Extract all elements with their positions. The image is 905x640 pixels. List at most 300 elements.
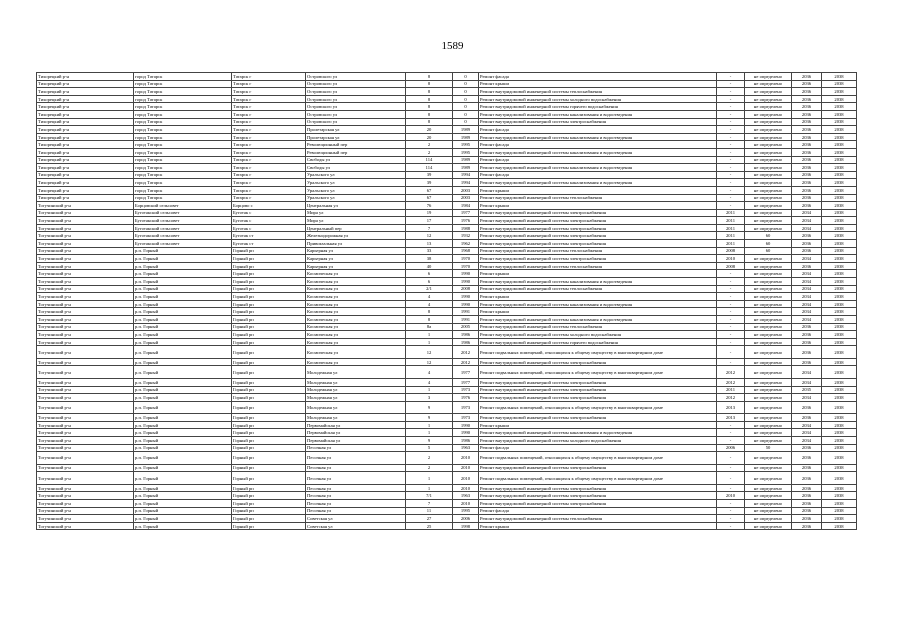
cell-settlement: р.п. Горный [134, 346, 232, 359]
cell-settlement: город Татарск [134, 110, 232, 118]
cell-street: Космическая ул [306, 285, 406, 293]
cell-house: 39 [406, 171, 453, 179]
cell-settlement: р.п. Горный [134, 285, 232, 293]
cell-plan-end-year: 2038 [822, 515, 857, 523]
cell-work-type: Ремонт внутридомовой инженерной системы электроснабжения [479, 232, 717, 240]
cell-wear-percent: не определено [745, 300, 792, 308]
cell-house: 8 [406, 316, 453, 324]
table-row [37, 209, 857, 217]
table-row [37, 285, 857, 293]
cell-work-type: Ремонт внутридомовой инженерной системы электроснабжения [479, 414, 717, 422]
cell-work-type: Ремонт крыши [479, 186, 717, 194]
cell-year-built: 1970 [453, 262, 479, 270]
cell-year-built: 2003 [453, 194, 479, 202]
cell-street: Островского ул [306, 95, 406, 103]
cell-plan-start-year: 2036 [792, 414, 822, 422]
cell-house: 67 [406, 194, 453, 202]
cell-plan-start-year: 2036 [792, 492, 822, 500]
cell-district: Тихорецкий р-н [37, 148, 134, 156]
cell-locality: Татарск г [232, 133, 306, 141]
table-row [37, 194, 857, 202]
cell-plan-start-year: 2036 [792, 110, 822, 118]
cell-house: 33 [406, 247, 453, 255]
cell-last-repair-year: - [717, 202, 745, 210]
cell-plan-end-year: 2038 [822, 472, 857, 485]
cell-district: Тихорецкий р-н [37, 133, 134, 141]
cell-district: Тогучинский р-н [37, 522, 134, 530]
table-row [37, 232, 857, 240]
cell-district: Тогучинский р-н [37, 484, 134, 492]
cell-street: Молодежная ул [306, 378, 406, 386]
table-row [37, 500, 857, 508]
cell-wear-percent: не определено [745, 255, 792, 263]
cell-settlement: Буготакский сельсовет [134, 224, 232, 232]
table-row [37, 133, 857, 141]
table-row [37, 331, 857, 339]
table-row [37, 386, 857, 394]
cell-last-repair-year: - [717, 285, 745, 293]
table-row [37, 186, 857, 194]
cell-district: Тихорецкий р-н [37, 179, 134, 187]
cell-district: Тихорецкий р-н [37, 95, 134, 103]
cell-plan-start-year: 2036 [792, 88, 822, 96]
cell-wear-percent: не определено [745, 366, 792, 379]
cell-settlement: р.п. Горный [134, 358, 232, 366]
cell-district: Тогучинский р-н [37, 452, 134, 465]
cell-last-repair-year: 2012 [717, 378, 745, 386]
cell-plan-end-year: 2038 [822, 224, 857, 232]
cell-house: 11 [406, 507, 453, 515]
cell-work-type: Ремонт крыши [479, 202, 717, 210]
cell-settlement: р.п. Горный [134, 262, 232, 270]
cell-house: 27 [406, 515, 453, 523]
cell-locality: Татарск г [232, 164, 306, 172]
cell-last-repair-year: - [717, 179, 745, 187]
cell-house: 8а [406, 323, 453, 331]
cell-year-built: 1990 [453, 300, 479, 308]
cell-district: Тогучинский р-н [37, 323, 134, 331]
cell-district: Тогучинский р-н [37, 270, 134, 278]
cell-plan-end-year: 2038 [822, 492, 857, 500]
cell-street: Космическая ул [306, 270, 406, 278]
cell-work-type: Ремонт внутридомовой инженерной системы теплоснабжения [479, 262, 717, 270]
cell-plan-start-year: 2036 [792, 247, 822, 255]
cell-year-built: 1977 [453, 378, 479, 386]
cell-street: Мира ул [306, 209, 406, 217]
cell-district: Тихорецкий р-н [37, 80, 134, 88]
cell-house: 67 [406, 186, 453, 194]
cell-settlement: город Татарск [134, 73, 232, 81]
cell-district: Тогучинский р-н [37, 515, 134, 523]
cell-year-built: 0 [453, 103, 479, 111]
cell-settlement: р.п. Горный [134, 378, 232, 386]
table-row [37, 278, 857, 286]
cell-street: Космическая ул [306, 346, 406, 359]
cell-work-type: Ремонт крыши [479, 270, 717, 278]
cell-work-type: Ремонт внутридомовой инженерной системы холодного водоснабжения [479, 437, 717, 445]
table-row [37, 300, 857, 308]
cell-year-built: 1990 [453, 293, 479, 301]
cell-work-type: Ремонт внутридомовой инженерной системы электроснабжения [479, 358, 717, 366]
cell-street: Песочная ул [306, 444, 406, 452]
cell-locality: Татарск г [232, 179, 306, 187]
cell-settlement: р.п. Горный [134, 247, 232, 255]
cell-plan-start-year: 2036 [792, 358, 822, 366]
cell-settlement: р.п. Горный [134, 323, 232, 331]
cell-work-type: Ремонт внутридомовой инженерной системы канализования и водоотведения [479, 164, 717, 172]
cell-district: Тогучинский р-н [37, 366, 134, 379]
cell-street: Песочная ул [306, 484, 406, 492]
cell-district: Тогучинский р-н [37, 378, 134, 386]
cell-locality: Татарск г [232, 118, 306, 126]
table-row [37, 171, 857, 179]
cell-district: Тихорецкий р-н [37, 73, 134, 81]
cell-work-type: Ремонт фасада [479, 171, 717, 179]
cell-house: 114 [406, 156, 453, 164]
cell-wear-percent: не определено [745, 515, 792, 523]
cell-locality: Горный рп [232, 507, 306, 515]
cell-last-repair-year: 2013 [717, 401, 745, 414]
cell-plan-end-year: 2038 [822, 118, 857, 126]
cell-house: 5 [406, 444, 453, 452]
cell-work-type: Ремонт внутридомовой инженерной системы электроснабжения [479, 224, 717, 232]
cell-work-type: Ремонт крыши [479, 421, 717, 429]
cell-plan-start-year: 2036 [792, 186, 822, 194]
cell-street: Первомайская ул [306, 421, 406, 429]
cell-locality: Татарск г [232, 73, 306, 81]
cell-settlement: Борцовский сельсовет [134, 202, 232, 210]
cell-street: Уральского ул [306, 194, 406, 202]
cell-year-built: 1932 [453, 232, 479, 240]
cell-last-repair-year: - [717, 95, 745, 103]
cell-last-repair-year: - [717, 186, 745, 194]
cell-plan-start-year: 2036 [792, 171, 822, 179]
cell-street: Советская ул [306, 522, 406, 530]
cell-plan-end-year: 2038 [822, 262, 857, 270]
table-row [37, 338, 857, 346]
cell-locality: Борцово с [232, 202, 306, 210]
cell-wear-percent: не определено [745, 73, 792, 81]
cell-last-repair-year: 2006 [717, 444, 745, 452]
cell-locality: Буготак с [232, 224, 306, 232]
table-row [37, 323, 857, 331]
cell-street: Космическая ул [306, 358, 406, 366]
cell-work-type: Ремонт подвальных помещений, относящихся к общему имуществу в многоквартирном доме [479, 346, 717, 359]
cell-house: 9 [406, 437, 453, 445]
cell-work-type: Ремонт внутридомовой инженерной системы канализования и водоотведения [479, 429, 717, 437]
table-row [37, 464, 857, 472]
cell-house: 1 [406, 331, 453, 339]
cell-house: 2 [406, 464, 453, 472]
cell-year-built: 0 [453, 73, 479, 81]
cell-last-repair-year: - [717, 472, 745, 485]
cell-year-built: 1995 [453, 507, 479, 515]
cell-work-type: Ремонт фасада [479, 444, 717, 452]
cell-work-type: Ремонт внутридомовой инженерной системы электроснабжения [479, 484, 717, 492]
cell-wear-percent: не определено [745, 421, 792, 429]
cell-plan-start-year: 2034 [792, 285, 822, 293]
cell-district: Тогучинский р-н [37, 316, 134, 324]
cell-house: 7/1 [406, 492, 453, 500]
cell-year-built: 1986 [453, 437, 479, 445]
cell-wear-percent: не определено [745, 414, 792, 422]
cell-wear-percent: не определено [745, 262, 792, 270]
cell-wear-percent: не определено [745, 472, 792, 485]
cell-plan-start-year: 2036 [792, 464, 822, 472]
cell-plan-end-year: 2038 [822, 444, 857, 452]
table-row [37, 444, 857, 452]
cell-plan-start-year: 2036 [792, 232, 822, 240]
cell-plan-end-year: 2038 [822, 484, 857, 492]
cell-plan-end-year: 2038 [822, 323, 857, 331]
cell-year-built: 1991 [453, 308, 479, 316]
cell-district: Тогучинский р-н [37, 401, 134, 414]
cell-street: Островского ул [306, 110, 406, 118]
cell-year-built: 2010 [453, 484, 479, 492]
cell-last-repair-year: - [717, 429, 745, 437]
cell-locality: Горный рп [232, 338, 306, 346]
table-row [37, 80, 857, 88]
cell-plan-start-year: 2036 [792, 194, 822, 202]
cell-locality: Горный рп [232, 293, 306, 301]
cell-locality: Горный рп [232, 429, 306, 437]
cell-locality: Горный рп [232, 515, 306, 523]
cell-locality: Татарск г [232, 103, 306, 111]
cell-wear-percent: не определено [745, 308, 792, 316]
cell-last-repair-year: - [717, 522, 745, 530]
cell-work-type: Ремонт фасада [479, 507, 717, 515]
cell-last-repair-year: - [717, 346, 745, 359]
cell-plan-end-year: 2038 [822, 437, 857, 445]
cell-year-built: 2003 [453, 186, 479, 194]
cell-house: 2 [406, 452, 453, 465]
cell-plan-start-year: 2034 [792, 209, 822, 217]
cell-locality: Горный рп [232, 484, 306, 492]
cell-district: Тогучинский р-н [37, 358, 134, 366]
table-row [37, 414, 857, 422]
cell-work-type: Ремонт внутридомовой инженерной системы теплоснабжения [479, 285, 717, 293]
table-row [37, 202, 857, 210]
cell-district: Тогучинский р-н [37, 507, 134, 515]
cell-plan-end-year: 2038 [822, 240, 857, 248]
cell-district: Тогучинский р-н [37, 492, 134, 500]
cell-last-repair-year: 2010 [717, 492, 745, 500]
cell-wear-percent: не определено [745, 80, 792, 88]
cell-house: 2/1 [406, 285, 453, 293]
cell-wear-percent: не определено [745, 171, 792, 179]
cell-work-type: Ремонт внутридомовой инженерной системы канализования и водоотведения [479, 316, 717, 324]
cell-locality: Горный рп [232, 358, 306, 366]
cell-plan-end-year: 2038 [822, 414, 857, 422]
cell-plan-start-year: 2034 [792, 217, 822, 225]
cell-street: Свободы ул [306, 156, 406, 164]
cell-locality: Горный рп [232, 522, 306, 530]
cell-last-repair-year: 2008 [717, 247, 745, 255]
cell-last-repair-year: - [717, 452, 745, 465]
cell-locality: Горный рп [232, 308, 306, 316]
cell-plan-start-year: 2035 [792, 386, 822, 394]
table-row [37, 73, 857, 81]
table-row [37, 429, 857, 437]
cell-work-type: Ремонт подвальных помещений, относящихся к общему имуществу в многоквартирном доме [479, 401, 717, 414]
cell-street: Карьерная ул [306, 262, 406, 270]
cell-locality: Горный рп [232, 421, 306, 429]
cell-plan-start-year: 2036 [792, 452, 822, 465]
cell-plan-start-year: 2034 [792, 300, 822, 308]
cell-plan-start-year: 2036 [792, 484, 822, 492]
cell-street: Железнодорожная ул [306, 232, 406, 240]
cell-year-built: 1986 [453, 338, 479, 346]
cell-work-type: Ремонт внутридомовой инженерной системы канализования и водоотведения [479, 148, 717, 156]
cell-house: 8 [406, 308, 453, 316]
cell-year-built: 0 [453, 88, 479, 96]
cell-locality: Горный рп [232, 464, 306, 472]
cell-last-repair-year: - [717, 110, 745, 118]
cell-plan-end-year: 2038 [822, 126, 857, 134]
table-row [37, 401, 857, 414]
cell-work-type: Ремонт внутридомовой инженерной системы электроснабжения [479, 464, 717, 472]
table-row [37, 507, 857, 515]
cell-plan-start-year: 2036 [792, 148, 822, 156]
cell-house: 8 [406, 88, 453, 96]
cell-work-type: Ремонт внутридомовой инженерной системы теплоснабжения [479, 515, 717, 523]
cell-street: Карьерная ул [306, 255, 406, 263]
cell-wear-percent: не определено [745, 401, 792, 414]
cell-house: 1 [406, 421, 453, 429]
cell-work-type: Ремонт внутридомовой инженерной системы теплоснабжения [479, 194, 717, 202]
cell-year-built: 1977 [453, 209, 479, 217]
cell-last-repair-year: - [717, 126, 745, 134]
cell-house: 39 [406, 179, 453, 187]
cell-house: 4 [406, 378, 453, 386]
cell-locality: Татарск г [232, 110, 306, 118]
cell-house: 2 [406, 148, 453, 156]
cell-district: Тихорецкий р-н [37, 156, 134, 164]
cell-plan-start-year: 2034 [792, 316, 822, 324]
table-row [37, 394, 857, 402]
cell-plan-end-year: 2038 [822, 316, 857, 324]
cell-plan-end-year: 2038 [822, 507, 857, 515]
cell-plan-start-year: 2036 [792, 80, 822, 88]
cell-year-built: 1984 [453, 202, 479, 210]
cell-house: 2 [406, 141, 453, 149]
cell-street: Уральского ул [306, 171, 406, 179]
cell-plan-end-year: 2038 [822, 247, 857, 255]
table-row [37, 179, 857, 187]
cell-last-repair-year: - [717, 323, 745, 331]
cell-street: Молодежная ул [306, 401, 406, 414]
table-row [37, 358, 857, 366]
cell-plan-end-year: 2038 [822, 500, 857, 508]
cell-street: Советская ул [306, 515, 406, 523]
cell-street: Привокзальная ул [306, 240, 406, 248]
cell-street: Космическая ул [306, 331, 406, 339]
cell-settlement: город Татарск [134, 88, 232, 96]
cell-plan-end-year: 2038 [822, 452, 857, 465]
cell-last-repair-year: - [717, 316, 745, 324]
table-row [37, 240, 857, 248]
cell-year-built: 1994 [453, 179, 479, 187]
cell-plan-end-year: 2038 [822, 88, 857, 96]
cell-settlement: р.п. Горный [134, 338, 232, 346]
cell-work-type: Ремонт внутридомовой инженерной системы электроснабжения [479, 394, 717, 402]
cell-wear-percent: 60 [745, 247, 792, 255]
cell-year-built: 1994 [453, 171, 479, 179]
cell-plan-start-year: 2034 [792, 308, 822, 316]
cell-last-repair-year: - [717, 148, 745, 156]
cell-district: Тогучинский р-н [37, 262, 134, 270]
cell-street: Песочная ул [306, 507, 406, 515]
cell-settlement: р.п. Горный [134, 308, 232, 316]
cell-last-repair-year: - [717, 103, 745, 111]
cell-last-repair-year: - [717, 331, 745, 339]
cell-work-type: Ремонт внутридомовой инженерной системы электроснабжения [479, 217, 717, 225]
cell-street: Уральского ул [306, 179, 406, 187]
cell-district: Тогучинский р-н [37, 500, 134, 508]
cell-work-type: Ремонт внутридомовой инженерной системы канализования и водоотведения [479, 300, 717, 308]
cell-last-repair-year: 2011 [717, 224, 745, 232]
cell-street: Уральского ул [306, 186, 406, 194]
cell-work-type: Ремонт внутридомовой инженерной системы канализования и водоотведения [479, 133, 717, 141]
cell-plan-end-year: 2038 [822, 80, 857, 88]
cell-locality: Горный рп [232, 255, 306, 263]
cell-house: 4 [406, 300, 453, 308]
cell-house: 8 [406, 80, 453, 88]
cell-last-repair-year: - [717, 270, 745, 278]
cell-locality: Горный рп [232, 472, 306, 485]
cell-street: Песочная ул [306, 464, 406, 472]
table-row [37, 293, 857, 301]
cell-locality: Татарск г [232, 95, 306, 103]
cell-year-built: 1995 [453, 141, 479, 149]
table-row [37, 255, 857, 263]
cell-year-built: 1989 [453, 164, 479, 172]
cell-work-type: Ремонт внутридомовой инженерной системы теплоснабжения [479, 88, 717, 96]
cell-work-type: Ремонт внутридомовой инженерной системы горячего водоснабжения [479, 103, 717, 111]
cell-locality: Горный рп [232, 500, 306, 508]
cell-plan-start-year: 2036 [792, 323, 822, 331]
cell-street: Молодежная ул [306, 414, 406, 422]
cell-last-repair-year: - [717, 164, 745, 172]
cell-wear-percent: не определено [745, 270, 792, 278]
cell-street: Космическая ул [306, 278, 406, 286]
cell-last-repair-year: 2013 [717, 414, 745, 422]
cell-plan-end-year: 2038 [822, 164, 857, 172]
cell-wear-percent: не определено [745, 507, 792, 515]
cell-year-built: 1970 [453, 255, 479, 263]
cell-district: Тогучинский р-н [37, 386, 134, 394]
cell-house: 1 [406, 429, 453, 437]
cell-wear-percent: 60 [745, 232, 792, 240]
cell-year-built: 1973 [453, 386, 479, 394]
cell-settlement: город Татарск [134, 133, 232, 141]
table-row [37, 484, 857, 492]
cell-district: Тогучинский р-н [37, 346, 134, 359]
cell-house: 12 [406, 358, 453, 366]
cell-wear-percent: не определено [745, 148, 792, 156]
cell-locality: Горный рп [232, 492, 306, 500]
cell-house: 38 [406, 255, 453, 263]
cell-locality: Татарск г [232, 141, 306, 149]
cell-wear-percent: не определено [745, 103, 792, 111]
cell-year-built: 1963 [453, 492, 479, 500]
cell-year-built: 2010 [453, 472, 479, 485]
cell-wear-percent: не определено [745, 437, 792, 445]
cell-locality: Горный рп [232, 247, 306, 255]
cell-district: Тогучинский р-н [37, 331, 134, 339]
cell-street: Космическая ул [306, 293, 406, 301]
cell-settlement: Буготакский сельсовет [134, 209, 232, 217]
